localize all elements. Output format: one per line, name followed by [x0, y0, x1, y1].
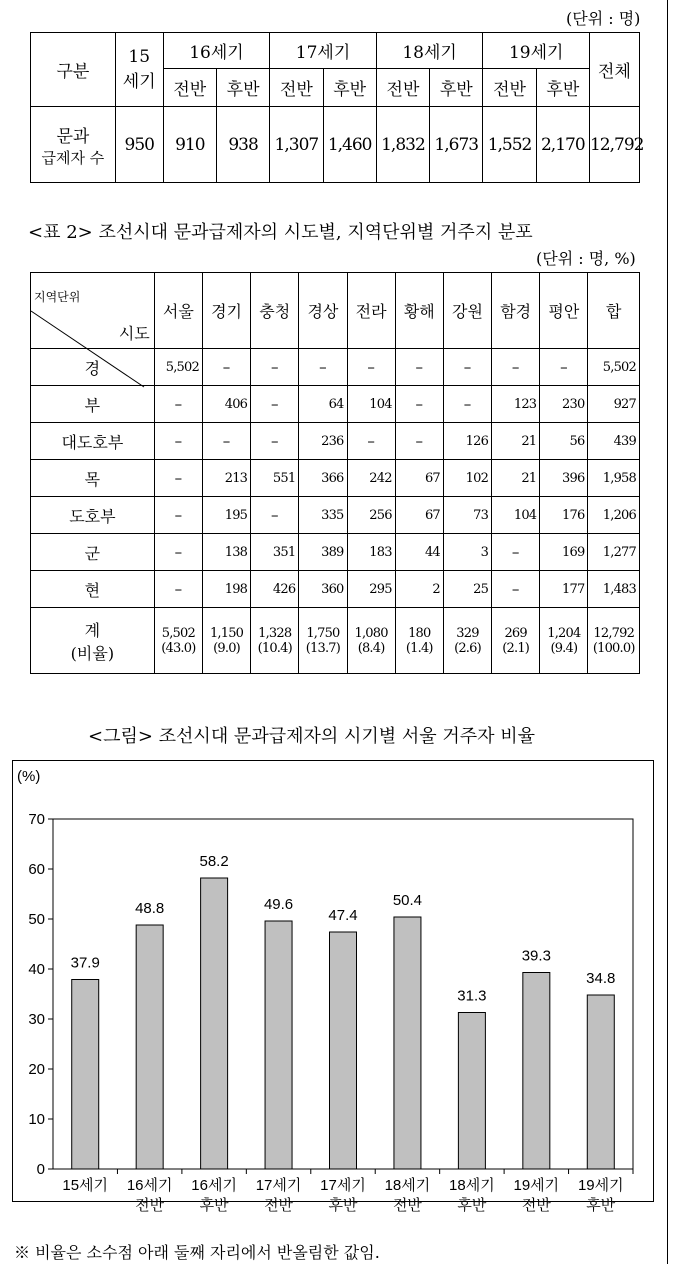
- table1-header-16c: 16세기: [163, 33, 270, 69]
- table2-cell: 426: [251, 571, 299, 608]
- footnote: ※ 비율은 소수점 아래 둘째 자리에서 반올림한 값임.: [14, 1243, 380, 1262]
- table2-cell: 389: [299, 534, 347, 571]
- bar-value-label: 48.8: [135, 900, 165, 917]
- table2-cell: –: [154, 497, 202, 534]
- table2-cell: –: [395, 349, 443, 386]
- table2-cell: –: [251, 349, 299, 386]
- table2-cell: 198: [202, 571, 250, 608]
- table2-row: [31, 534, 640, 571]
- table1-header-15c: 15 세기: [115, 33, 163, 107]
- table2-total-cell: 269 (2.1): [492, 608, 540, 674]
- table2-cell: 236: [299, 423, 347, 460]
- table2-cell: 21: [492, 460, 540, 497]
- table2-row-label: 군: [31, 534, 155, 571]
- table1-unit: (단위 : 명): [566, 9, 641, 28]
- x-tick-label: 18세기: [384, 1177, 431, 1194]
- table1-cell: 910: [163, 107, 216, 183]
- table2-cell: 183: [347, 534, 395, 571]
- table2-cell: –: [299, 349, 347, 386]
- table1-header-gubun: 구분: [31, 33, 116, 107]
- table2-cell: 2: [395, 571, 443, 608]
- table2-total-cell: 12,792 (100.0): [588, 608, 640, 674]
- x-tick-label: 17세기: [320, 1177, 366, 1194]
- table2-cell: –: [202, 349, 250, 386]
- table1-half: 후반: [536, 69, 589, 107]
- y-tick-label: 40: [28, 961, 45, 978]
- y-unit-label: (%): [17, 768, 41, 785]
- x-tick-label: 17세기: [255, 1177, 302, 1194]
- x-tick-label: 19세기: [577, 1177, 624, 1194]
- table2-row-label: 현: [31, 571, 155, 608]
- table2-caption: <표 2> 조선시대 문과급제자의 시도별, 지역단위별 거주지 분포: [28, 222, 533, 243]
- table2-row: [31, 386, 640, 423]
- table2-cell: –: [251, 423, 299, 460]
- table2-cell: 67: [395, 460, 443, 497]
- table2-col-header: 합: [588, 273, 640, 349]
- table2-cell: –: [443, 386, 491, 423]
- table2-cell: 230: [540, 386, 588, 423]
- table2-cell: 138: [202, 534, 250, 571]
- table2-col-header: 평안: [540, 273, 588, 349]
- table2-col-header: 경기: [202, 273, 250, 349]
- table2-total-cell: 1,750 (13.7): [299, 608, 347, 674]
- table2-total-cell: 329 (2.6): [443, 608, 491, 674]
- table2-col-header: 서울: [154, 273, 202, 349]
- table2-cell: –: [395, 423, 443, 460]
- x-tick-label: 15세기: [62, 1177, 109, 1194]
- table2-cell: –: [492, 571, 540, 608]
- table2-row-label: 경: [31, 349, 155, 386]
- table2-cell: 123: [492, 386, 540, 423]
- table2-cell: 73: [443, 497, 491, 534]
- bar-chart: [13, 761, 653, 1214]
- table2-cell: 56: [540, 423, 588, 460]
- table1-row-label: 문과 급제자 수: [31, 107, 116, 183]
- table1-half: 전반: [483, 69, 536, 107]
- table1-half: 전반: [270, 69, 323, 107]
- page-right-border: [667, 0, 668, 1264]
- table2-cell: 335: [299, 497, 347, 534]
- y-tick-label: 30: [28, 1011, 45, 1028]
- bar-value-label: 50.4: [392, 892, 423, 909]
- table2-cell: 366: [299, 460, 347, 497]
- table2-cell: 5,502: [154, 349, 202, 386]
- table1-cell: 12,792: [589, 107, 639, 183]
- table2-cell: –: [154, 534, 202, 571]
- x-tick-label: 전반: [264, 1197, 294, 1214]
- y-tick-label: 0: [36, 1161, 45, 1178]
- table2-cell: –: [540, 349, 588, 386]
- table2-cell: 406: [202, 386, 250, 423]
- table2-cell: 5,502: [588, 349, 640, 386]
- bar: [201, 878, 228, 1169]
- table2-cell: 351: [251, 534, 299, 571]
- table2-cell: –: [251, 497, 299, 534]
- table1-half: 후반: [216, 69, 269, 107]
- bar-value-label: 34.8: [586, 970, 616, 987]
- table2-total-cell: 1,080 (8.4): [347, 608, 395, 674]
- table2-row-label: 도호부: [31, 497, 155, 534]
- table2-col-header: 강원: [443, 273, 491, 349]
- table1: [30, 32, 644, 183]
- table2-total-cell: 1,150 (9.0): [202, 608, 250, 674]
- table2-cell: 176: [540, 497, 588, 534]
- table2-cell: –: [154, 460, 202, 497]
- table2: [30, 272, 640, 674]
- x-tick-label: 후반: [199, 1197, 229, 1214]
- table1-cell: 1,552: [483, 107, 536, 183]
- table2-row: [31, 497, 640, 534]
- corner-bottom-label: 지역단위: [34, 289, 81, 304]
- table2-cell: 396: [540, 460, 588, 497]
- table1-half: 전반: [376, 69, 429, 107]
- bar: [523, 973, 550, 1170]
- table2-cell: 927: [588, 386, 640, 423]
- table2-cell: 126: [443, 423, 491, 460]
- table2-col-header: 전라: [347, 273, 395, 349]
- table2-cell: –: [347, 349, 395, 386]
- table1-cell: 1,673: [430, 107, 483, 183]
- y-tick-label: 70: [28, 811, 45, 828]
- x-tick-label: 19세기: [513, 1177, 560, 1194]
- table2-cell: –: [154, 571, 202, 608]
- table2-cell: 67: [395, 497, 443, 534]
- table2-cell: 44: [395, 534, 443, 571]
- table1-header-total: 전체: [589, 33, 639, 107]
- table2-cell: –: [492, 534, 540, 571]
- bar-value-label: 49.6: [263, 896, 294, 913]
- table2-cell: –: [395, 386, 443, 423]
- table2-cell: 21: [492, 423, 540, 460]
- figure-caption: <그림> 조선시대 문과급제자의 시기별 서울 거주자 비율: [88, 726, 536, 747]
- table2-cell: 439: [588, 423, 640, 460]
- table2-cell: –: [154, 423, 202, 460]
- table2-total-label: 계 (비율): [31, 608, 155, 674]
- table2-unit: (단위 : 명, %): [536, 249, 636, 268]
- table1-cell: 950: [115, 107, 163, 183]
- table2-cell: 102: [443, 460, 491, 497]
- table2-col-header: 황해: [395, 273, 443, 349]
- bar: [330, 932, 357, 1169]
- table2-cell: –: [492, 349, 540, 386]
- table2-cell: 295: [347, 571, 395, 608]
- table2-col-header: 충청: [251, 273, 299, 349]
- x-tick-label: 후반: [457, 1197, 487, 1214]
- table2-cell: 169: [540, 534, 588, 571]
- y-tick-label: 50: [28, 911, 45, 928]
- table2-cell: 256: [347, 497, 395, 534]
- table1-cell: 938: [216, 107, 269, 183]
- bar-value-label: 37.9: [70, 954, 100, 972]
- table2-cell: –: [202, 423, 250, 460]
- table2-cell: 1,206: [588, 497, 640, 534]
- table1-header-19c: 19세기: [483, 33, 590, 69]
- table2-row: [31, 423, 640, 460]
- bar: [587, 995, 614, 1169]
- table1-half: 후반: [430, 69, 483, 107]
- table1-header-17c: 17세기: [270, 33, 377, 69]
- table2-cell: 104: [347, 386, 395, 423]
- table2-total-cell: 1,204 (9.4): [540, 608, 588, 674]
- table1-cell: 1,460: [323, 107, 376, 183]
- x-tick-label: 전반: [392, 1197, 422, 1214]
- bar: [458, 1013, 485, 1170]
- y-tick-label: 10: [28, 1111, 45, 1128]
- table2-cell: 242: [347, 460, 395, 497]
- table2-cell: 360: [299, 571, 347, 608]
- table1-header-18c: 18세기: [376, 33, 483, 69]
- table2-cell: 1,277: [588, 534, 640, 571]
- table2-cell: 177: [540, 571, 588, 608]
- table2-total-cell: 5,502 (43.0): [154, 608, 202, 674]
- table2-cell: 1,958: [588, 460, 640, 497]
- corner-top-label: 시도: [118, 323, 150, 343]
- x-tick-label: 전반: [521, 1197, 551, 1214]
- table2-col-header: 경상: [299, 273, 347, 349]
- bar-value-label: 31.3: [457, 987, 487, 1005]
- x-tick-label: 16세기: [126, 1177, 173, 1194]
- table2-row: [31, 571, 640, 608]
- table2-cell: 551: [251, 460, 299, 497]
- table2-cell: –: [443, 349, 491, 386]
- table1-cell: 2,170: [536, 107, 589, 183]
- table2-row: [31, 460, 640, 497]
- table2-cell: 25: [443, 571, 491, 608]
- x-tick-label: 후반: [328, 1197, 358, 1214]
- bar-value-label: 58.2: [199, 853, 229, 870]
- table2-cell: 3: [443, 534, 491, 571]
- table2-cell: 213: [202, 460, 250, 497]
- table2-col-header: 함경: [492, 273, 540, 349]
- table1-cell: 1,307: [270, 107, 323, 183]
- table1-half: 전반: [163, 69, 216, 107]
- table2-row-label: 대도호부: [31, 423, 155, 460]
- table2-corner-cell: [31, 273, 155, 349]
- table2-cell: 104: [492, 497, 540, 534]
- table2-row-label: 부: [31, 386, 155, 423]
- y-tick-label: 20: [28, 1061, 45, 1078]
- x-tick-label: 18세기: [449, 1177, 495, 1194]
- bar-value-label: 47.4: [328, 907, 358, 924]
- table2-total-cell: 1,328 (10.4): [251, 608, 299, 674]
- table2-cell: –: [347, 423, 395, 460]
- bar: [265, 921, 292, 1169]
- table2-cell: 195: [202, 497, 250, 534]
- bar: [72, 980, 99, 1170]
- x-tick-label: 전반: [135, 1197, 165, 1214]
- table2-row-label: 목: [31, 460, 155, 497]
- x-tick-label: 16세기: [191, 1177, 237, 1194]
- table2-cell: 64: [299, 386, 347, 423]
- table1-cell: 1,832: [376, 107, 429, 183]
- table1-half: 후반: [323, 69, 376, 107]
- x-tick-label: 후반: [586, 1197, 616, 1214]
- table2-total-cell: 180 (1.4): [395, 608, 443, 674]
- bar: [136, 925, 163, 1169]
- table2-cell: –: [154, 386, 202, 423]
- table2-total-row: [31, 608, 640, 674]
- chart-frame: [12, 760, 654, 1214]
- table2-cell: –: [251, 386, 299, 423]
- table2-cell: 1,483: [588, 571, 640, 608]
- bar: [394, 917, 421, 1169]
- y-tick-label: 60: [28, 861, 45, 878]
- bar-value-label: 39.3: [521, 947, 551, 965]
